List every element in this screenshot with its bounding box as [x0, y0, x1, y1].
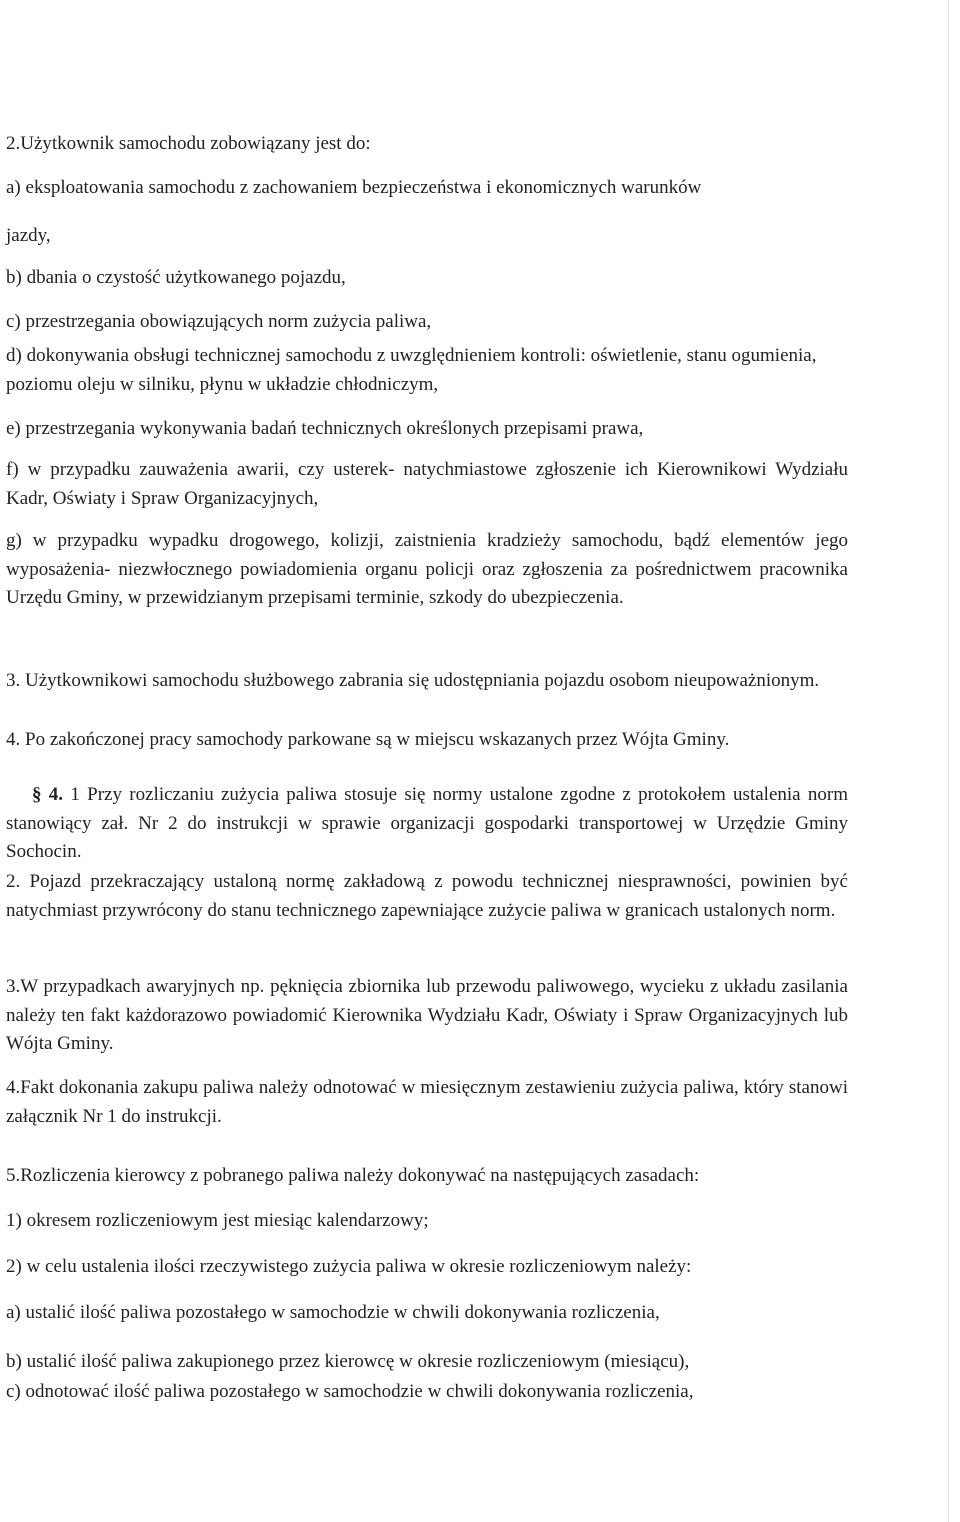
paragraph: 3. Użytkownikowi samochodu służbowego zabrania się udostępniania pojazdu osobom nieupoważnionym.: [6, 670, 820, 691]
paragraph: 4. Po zakończonej pracy samochody parkowane są w miejscu wskazanych przez Wójta Gminy.: [6, 729, 730, 750]
list-item: 1) okresem rozliczeniowym jest miesiąc kalendarzowy;: [6, 1210, 429, 1231]
list-item: c) odnotować ilość paliwa pozostałego w samochodzie w chwili dokonywania rozliczenia,: [6, 1381, 694, 1402]
paragraph: 5.Rozliczenia kierowcy z pobranego paliwa należy dokonywać na następujących zasadach:: [6, 1165, 700, 1186]
scan-edge-line: [948, 0, 949, 1522]
section-text: 1 Przy rozliczaniu zużycia paliwa stosuje się normy ustalone zgodne z protokołem ustalenia norm stanowiący zał. Nr 2 do instrukcji w sprawie organizacji gospodarki transportowej w Urzędzie Gminy Sochocin.: [6, 784, 848, 862]
list-item: f) w przypadku zauważenia awarii, czy usterek- natychmiastowe zgłoszenie ich Kierownikowi Wydziału Kadr, Oświaty i Spraw Organizacyjnych,: [6, 459, 848, 509]
list-item: jazdy,: [6, 225, 51, 246]
list-item: a) eksploatowania samochodu z zachowaniem bezpieczeństwa i ekonomicznych warunków: [6, 177, 702, 198]
list-item: c) przestrzegania obowiązujących norm zużycia paliwa,: [6, 311, 432, 332]
paragraph: 3.W przypadkach awaryjnych np. pęknięcia zbiornika lub przewodu paliwowego, wycieku z układu zasilania należy ten fakt każdorazowo powiadomić Kierownika Wydziału Kadr, Oświaty i Spraw Organizacyjnych lub Wójta Gminy.: [6, 976, 848, 1054]
list-item: b) dbania o czystość użytkowanego pojazdu,: [6, 267, 346, 288]
list-item: a) ustalić ilość paliwa pozostałego w samochodzie w chwili dokonywania rozliczenia,: [6, 1302, 660, 1323]
list-item: 2) w celu ustalenia ilości rzeczywistego zużycia paliwa w okresie rozliczeniowym należy:: [6, 1256, 692, 1277]
paragraph: 2.Użytkownik samochodu zobowiązany jest do:: [6, 133, 371, 154]
paragraph: 4.Fakt dokonania zakupu paliwa należy odnotować w miesięcznym zestawieniu zużycia paliwa, który stanowi załącznik Nr 1 do instrukcji.: [6, 1077, 848, 1127]
paragraph: 2. Pojazd przekraczający ustaloną normę zakładową z powodu technicznej niesprawności, powinien być natychmiast przywrócony do stanu technicznego zapewniające zużycie paliwa w granicach ustalonych norm.: [6, 871, 848, 921]
list-item: d) dokonywania obsługi technicznej samochodu z uwzględnieniem kontroli: oświetlenie, stanu ogumienia, poziomu oleju w silniku, płynu w układzie chłodniczym,: [6, 345, 817, 395]
section-paragraph: [6, 781, 848, 867]
list-item: g) w przypadku wypadku drogowego, kolizji, zaistnienia kradzieży samochodu, bądź elementów jego wyposażenia- niezwłocznego powiadomienia organu policji oraz zgłoszenia za pośrednictwem pracownika Urzędu Gminy, w przewidzianym przepisami terminie, szkody do ubezpieczenia.: [6, 530, 848, 608]
list-item: e) przestrzegania wykonywania badań technicznych określonych przepisami prawa,: [6, 418, 644, 439]
list-item: b) ustalić ilość paliwa zakupionego przez kierowcę w okresie rozliczeniowym (miesiącu),: [6, 1351, 690, 1372]
section-number: § 4.: [32, 784, 64, 805]
